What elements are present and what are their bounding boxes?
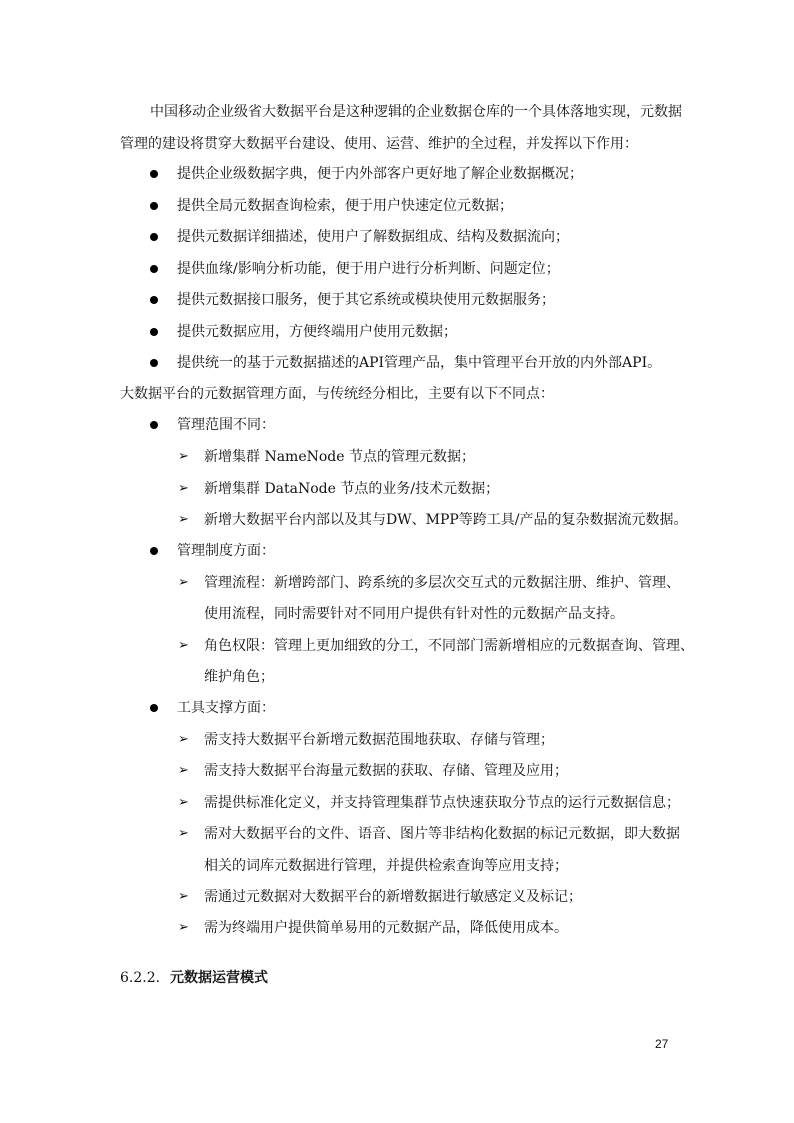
bullet-dot-icon <box>150 202 158 210</box>
system-item-1-line-1: 管理流程：新增跨部门、跨系统的多层次交互式的元数据注册、维护、管理、 <box>204 575 680 591</box>
role-item-6: 提供元数据应用，方便终端用户使用元数据； <box>177 324 457 340</box>
bullet-dot-icon <box>150 233 158 241</box>
section-number: 6.2.2. <box>120 970 161 986</box>
tools-item-1: 需支持大数据平台新增元数据范围地获取、存储与管理； <box>204 732 554 748</box>
intro-line-1: 中国移动企业级省大数据平台是这种逻辑的企业数据仓库的一个具体落地实现，元数据 <box>150 104 682 120</box>
role-item-5: 提供元数据接口服务，便于其它系统或模块使用元数据服务； <box>177 292 555 308</box>
tools-item-4-line-2: 相关的词库元数据进行管理，并提供检索查询等应用支持； <box>204 858 568 874</box>
section-title: 元数据运营模式 <box>170 970 268 986</box>
arrow-bullet-icon: ➢ <box>178 481 189 496</box>
bullet-dot-icon <box>150 547 158 555</box>
arrow-bullet-icon: ➢ <box>178 763 189 778</box>
arrow-bullet-icon: ➢ <box>178 795 189 810</box>
page-number: 27 <box>655 1037 669 1051</box>
bullet-dot-icon <box>150 170 158 178</box>
tools-item-3: 需提供标准化定义，并支持管理集群节点快速获取分节点的运行元数据信息； <box>204 795 680 811</box>
system-title: 管理制度方面： <box>177 543 275 559</box>
role-item-4: 提供血缘/影响分析功能，便于用户进行分析判断、问题定位； <box>177 261 560 277</box>
arrow-bullet-icon: ➢ <box>178 512 189 527</box>
arrow-bullet-icon: ➢ <box>178 826 189 841</box>
arrow-bullet-icon: ➢ <box>178 638 189 653</box>
bullet-dot-icon <box>150 328 158 336</box>
tools-item-6: 需为终端用户提供简单易用的元数据产品，降低使用成本。 <box>204 920 568 936</box>
scope-item-2: 新增集群 DataNode 节点的业务/技术元数据； <box>204 481 500 497</box>
system-item-2-line-2: 维护角色； <box>204 669 274 685</box>
scope-item-1: 新增集群 NameNode 节点的管理元数据； <box>204 449 475 465</box>
system-item-1-line-2: 使用流程，同时需要针对不同用户提供有针对性的元数据产品支持。 <box>204 606 624 622</box>
bullet-dot-icon <box>150 704 158 712</box>
tools-item-4-line-1: 需对大数据平台的文件、语音、图片等非结构化数据的标记元数据，即大数据 <box>204 826 680 842</box>
arrow-bullet-icon: ➢ <box>178 889 189 904</box>
bullet-dot-icon <box>150 296 158 304</box>
intro-line-2: 管理的建设将贯穿大数据平台建设、使用、运营、维护的全过程，并发挥以下作用： <box>120 136 638 152</box>
bullet-dot-icon <box>150 265 158 273</box>
compare-intro: 大数据平台的元数据管理方面，与传统经分相比，主要有以下不同点： <box>120 386 554 402</box>
arrow-bullet-icon: ➢ <box>178 732 189 747</box>
bullet-dot-icon <box>150 421 158 429</box>
arrow-bullet-icon: ➢ <box>178 920 189 935</box>
tools-item-2: 需支持大数据平台海量元数据的获取、存储、管理及应用； <box>204 763 568 779</box>
role-item-7: 提供统一的基于元数据描述的API管理产品，集中管理平台开放的内外部API。 <box>177 355 662 371</box>
role-item-1: 提供企业级数据字典，便于内外部客户更好地了解企业数据概况； <box>177 166 583 182</box>
role-item-3: 提供元数据详细描述，使用户了解数据组成、结构及数据流向； <box>177 229 569 245</box>
tools-title: 工具支撑方面： <box>177 700 275 716</box>
role-item-2: 提供全局元数据查询检索，便于用户快速定位元数据； <box>177 198 513 214</box>
tools-item-5: 需通过元数据对大数据平台的新增数据进行敏感定义及标记； <box>204 889 582 905</box>
arrow-bullet-icon: ➢ <box>178 449 189 464</box>
scope-title: 管理范围不同： <box>177 417 275 433</box>
system-item-2-line-1: 角色权限：管理上更加细致的分工，不同部门需新增相应的元数据查询、管理、 <box>204 638 694 654</box>
arrow-bullet-icon: ➢ <box>178 575 189 590</box>
bullet-dot-icon <box>150 359 158 367</box>
scope-item-3: 新增大数据平台内部以及其与DW、MPP等跨工具/产品的复杂数据流元数据。 <box>204 512 688 528</box>
